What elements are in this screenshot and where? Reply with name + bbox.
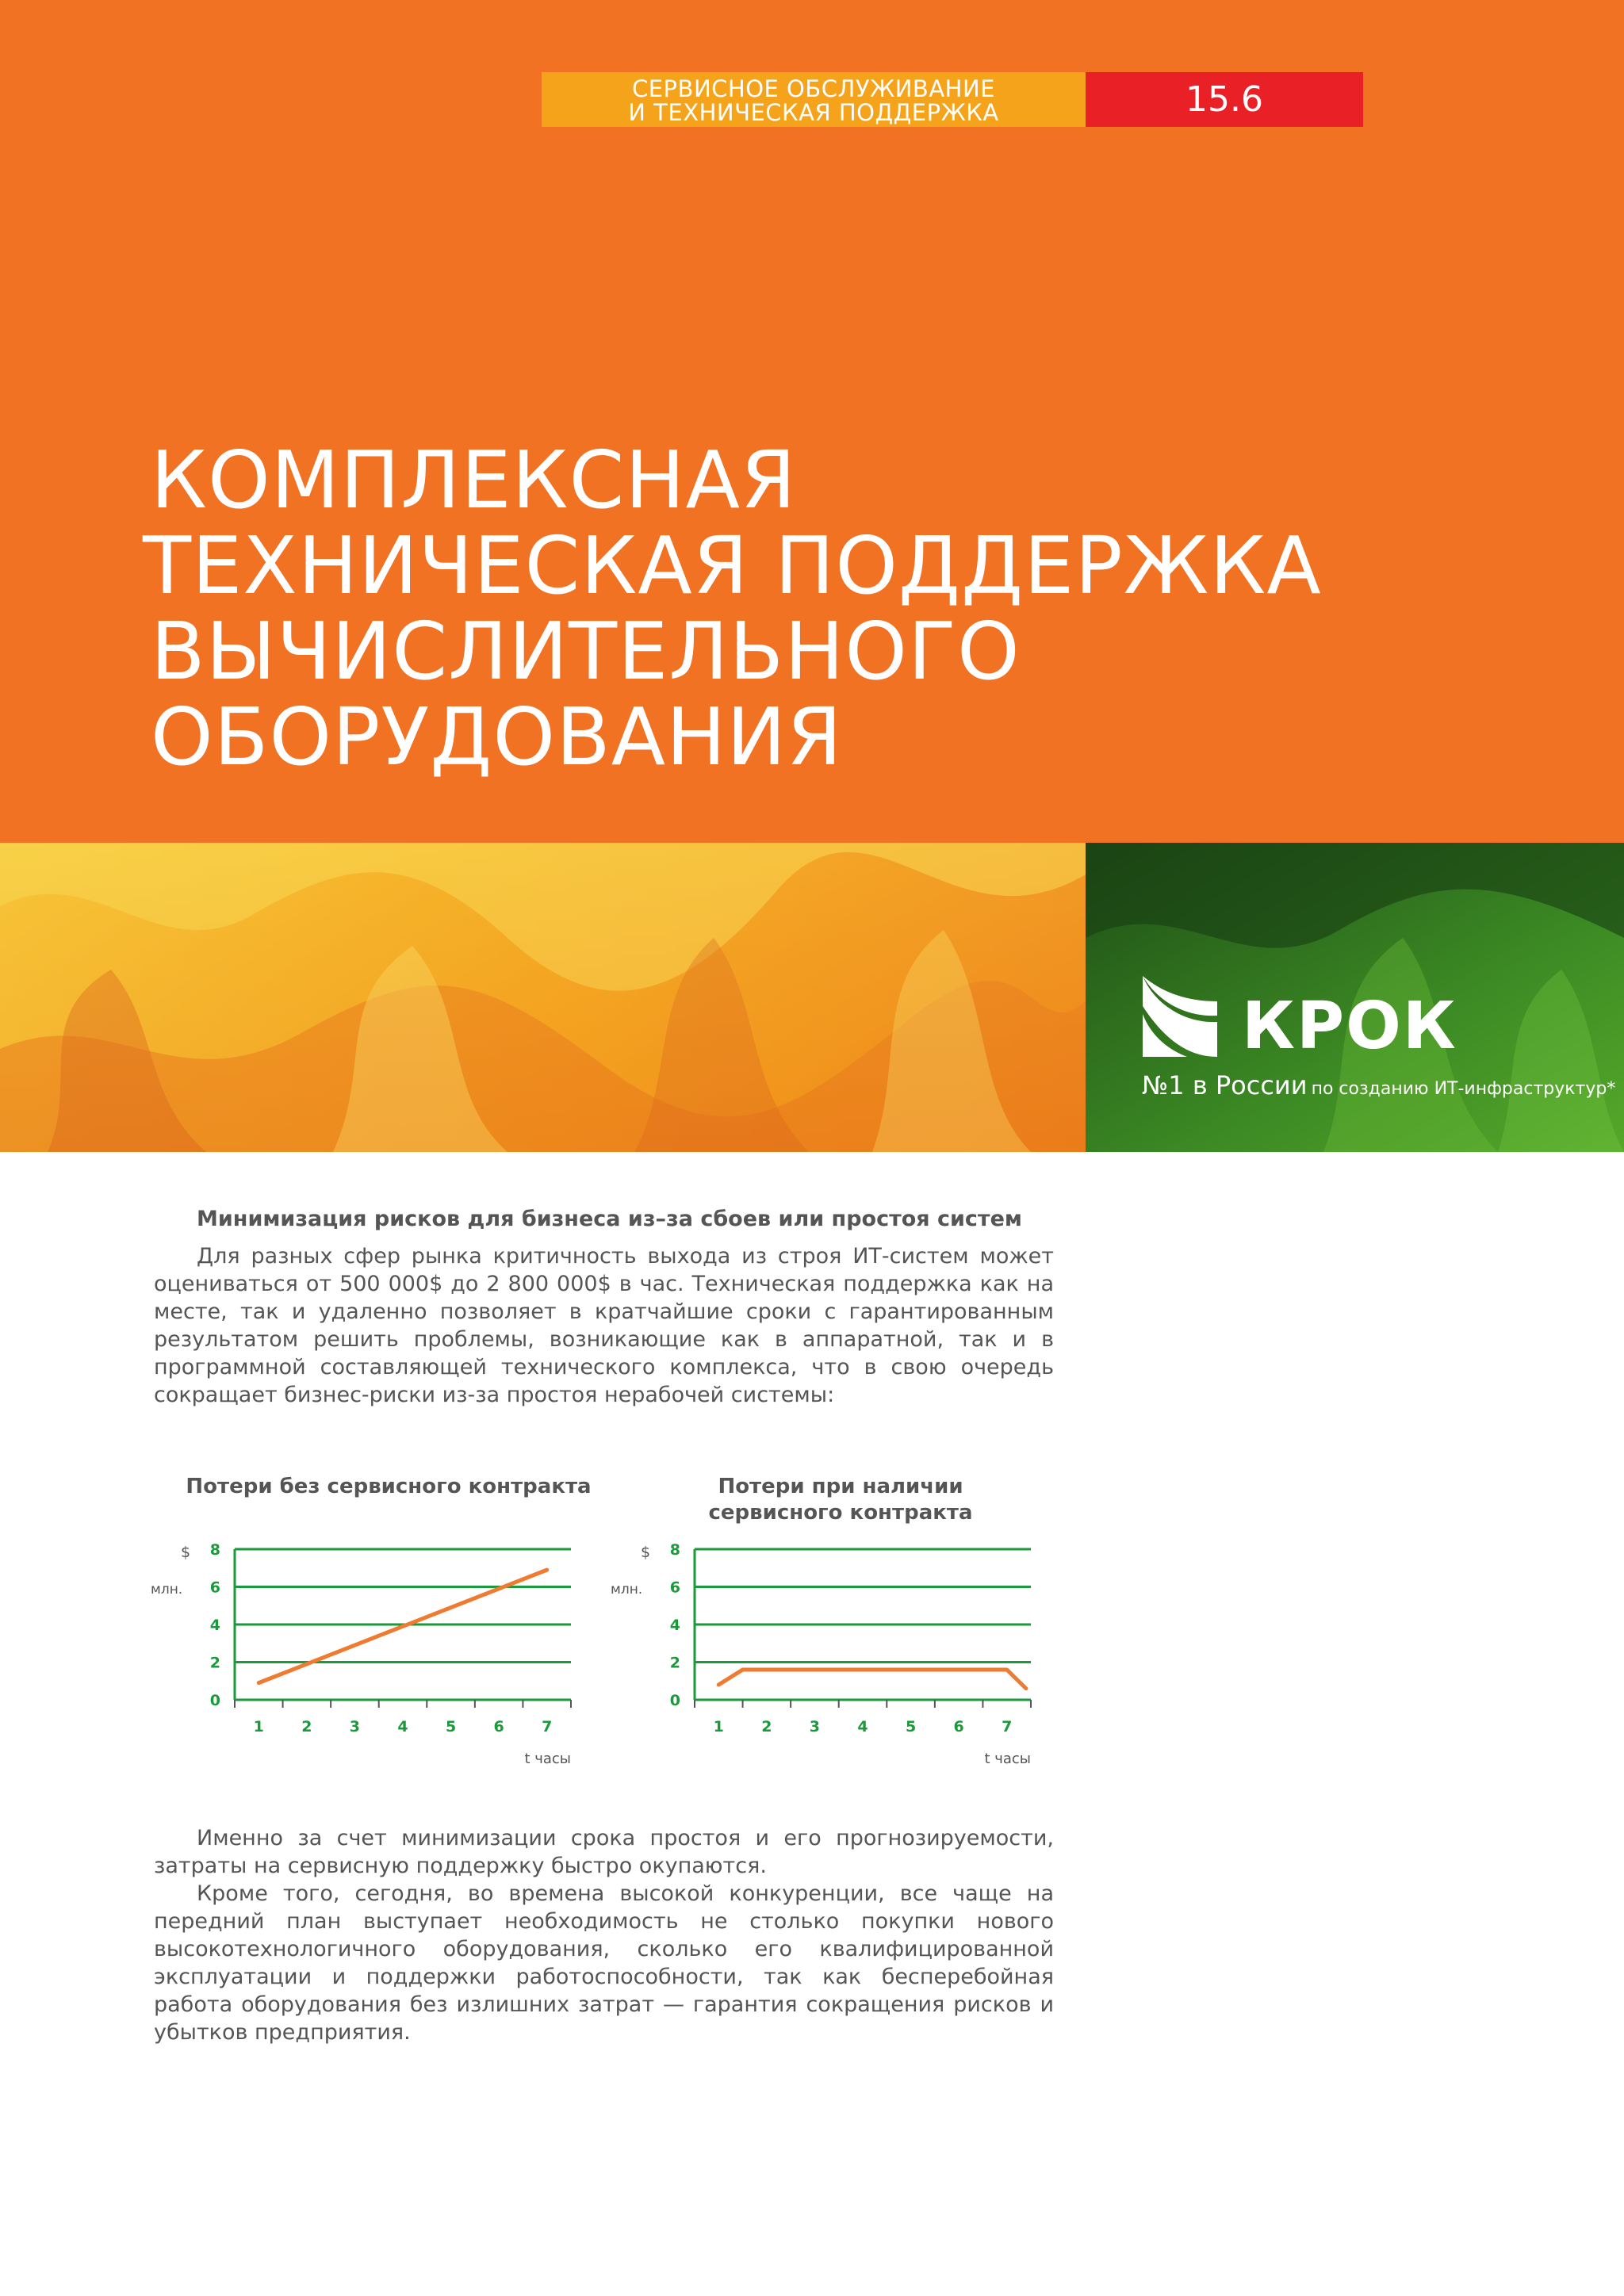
- x-tick-label: 6: [953, 1718, 964, 1735]
- x-axis-label: t часы: [524, 1751, 571, 1767]
- outro-section: [154, 1824, 1054, 2046]
- x-tick-label: 1: [713, 1718, 724, 1735]
- section-label-line2: И ТЕХНИЧЕСКАЯ ПОДДЕРЖКА: [628, 99, 999, 126]
- x-tick-label: 3: [809, 1718, 821, 1735]
- x-tick-label: 4: [857, 1718, 868, 1735]
- chart-1: [127, 1530, 571, 1768]
- logo-tagline-sub: по созданию ИТ-инфраструктур*: [1311, 1079, 1616, 1099]
- title-line-2: ТЕХНИЧЕСКАЯ ПОДДЕРЖКА: [143, 519, 1322, 612]
- x-tick-label: 3: [349, 1718, 361, 1735]
- y-tick-label: 8: [209, 1541, 220, 1559]
- title-line-1: КОМПЛЕКСНАЯ: [151, 434, 797, 526]
- y-unit-label: $: [641, 1544, 651, 1561]
- x-axis-label: t часы: [984, 1751, 1031, 1767]
- section-label-line1: СЕРВИСНОЕ ОБСЛУЖИВАНИЕ: [631, 75, 995, 102]
- outro-paragraph-1: Именно за счет минимизации срока простоя и его прогнозируемости, затраты на сервисную поддержку быстро окупаются.: [154, 1826, 1054, 1878]
- x-tick-label: 4: [397, 1718, 408, 1735]
- y-unit-label-2: млн.: [151, 1582, 183, 1598]
- y-tick-label: 6: [669, 1578, 680, 1597]
- krok-logo-icon: [1139, 974, 1219, 1058]
- title-line-3: ВЫЧИСЛИТЕЛЬНОГО: [151, 605, 1021, 698]
- y-unit-label: $: [181, 1544, 191, 1561]
- x-tick-label: 6: [493, 1718, 504, 1735]
- x-tick-label: 1: [253, 1718, 264, 1735]
- x-tick-label: 2: [761, 1718, 772, 1735]
- intro-heading: Минимизация рисков для бизнеса из–за сбоев или простоя систем: [197, 1207, 1022, 1231]
- y-unit-label-2: млн.: [611, 1582, 643, 1598]
- y-tick-label: 0: [669, 1692, 680, 1709]
- x-tick-label: 7: [1002, 1718, 1013, 1735]
- y-tick-label: 8: [669, 1541, 680, 1559]
- title-line-4: ОБОРУДОВАНИЯ: [151, 691, 843, 783]
- logo-tagline-main: №1 в России: [1142, 1070, 1308, 1100]
- outro-paragraph-2: Кроме того, сегодня, во времена высокой конкуренции, все чаще на передний план выступает необходимость не столько покупки нового высокотехнологичного оборудования, сколько его квалифицированной эксплуатации и поддержки работоспособности, так как бесперебойная работа оборудования без излишних затрат — гарантия сокращения рисков и убытков предприятия.: [154, 1881, 1054, 2045]
- x-tick-label: 5: [905, 1718, 917, 1735]
- series-line: [718, 1670, 1026, 1689]
- y-tick-label: 2: [209, 1654, 220, 1672]
- x-tick-label: 2: [301, 1718, 312, 1735]
- section-label: [542, 72, 1086, 127]
- krok-logo-text: КРОК: [1242, 989, 1457, 1064]
- y-tick-label: 4: [669, 1617, 680, 1634]
- y-tick-label: 2: [669, 1654, 680, 1672]
- fire-image: [0, 843, 1086, 1152]
- logo-tagline: [1142, 1070, 1615, 1100]
- page-number: 15.6: [1086, 72, 1363, 127]
- chart-1-title: Потери без сервисного контракта: [186, 1475, 592, 1498]
- x-tick-label: 7: [542, 1718, 553, 1735]
- intro-paragraph: Для разных сфер рынка критичность выхода из строя ИТ-систем может оцениваться от 500 000$ до 2 800 000$ в час. Техническая поддержка как на месте, так и удаленно позволяет в кратчайшие сроки с гарантированным результатом решить проблемы, возникающие как в аппаратной, так и в программной составляющей технического комплекса, что в свою очередь сокращает бизнес-риски из-за простоя нерабочей системы:: [154, 1244, 1054, 1407]
- y-tick-label: 4: [209, 1617, 220, 1634]
- x-tick-label: 5: [445, 1718, 457, 1735]
- y-tick-label: 6: [209, 1578, 220, 1597]
- y-tick-label: 0: [209, 1692, 220, 1709]
- chart-2: [587, 1530, 1031, 1768]
- intro-section: [154, 1205, 1054, 1409]
- page-title: [143, 434, 1322, 783]
- chart-2-title: Потери при наличии сервисного контракта: [708, 1475, 973, 1525]
